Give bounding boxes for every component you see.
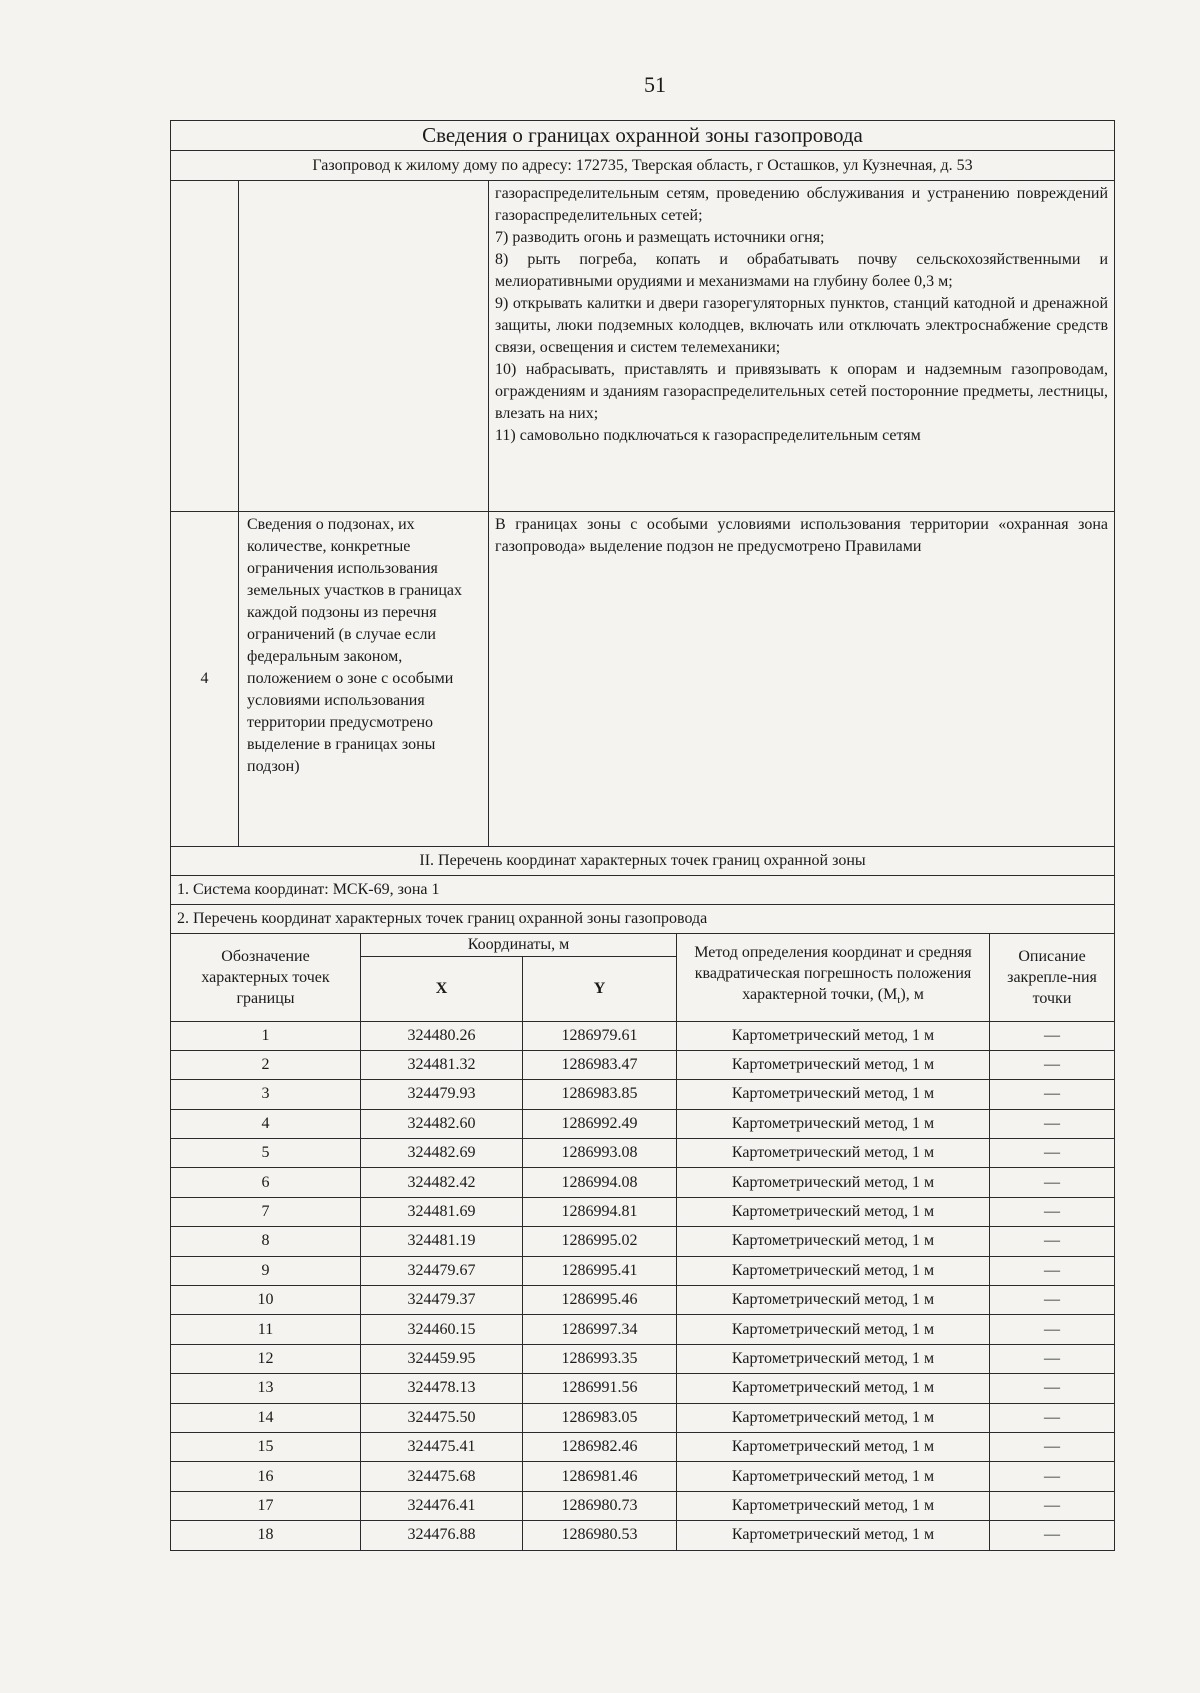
- point-x: 324479.37: [361, 1286, 523, 1315]
- point-method: Картометрический метод, 1 м: [677, 1227, 990, 1256]
- restrictions-continued-cell: [489, 181, 1115, 512]
- table-row: [171, 1315, 1115, 1344]
- point-method: Картометрический метод, 1 м: [677, 1432, 990, 1461]
- point-number: 3: [171, 1080, 361, 1109]
- header-coordinates: Координаты, м: [361, 933, 677, 956]
- point-description: —: [990, 1521, 1115, 1550]
- point-x: 324460.15: [361, 1315, 523, 1344]
- point-x: 324481.69: [361, 1197, 523, 1226]
- point-y: 1286980.73: [523, 1491, 677, 1520]
- section-heading: II. Перечень координат характерных точек границ охранной зоны: [171, 847, 1115, 876]
- table-row: [171, 1256, 1115, 1285]
- header-method: [677, 933, 990, 1021]
- point-description: —: [990, 1432, 1115, 1461]
- coordinate-list-title: 2. Перечень координат характерных точек границ охранной зоны газопровода: [171, 905, 1115, 934]
- page-number: 51: [644, 72, 666, 97]
- point-method: Картометрический метод, 1 м: [677, 1168, 990, 1197]
- restriction-item: 11) самовольно подключаться к газораспределительным сетям: [495, 427, 921, 444]
- header-method-subscript: t: [897, 994, 901, 1007]
- table-row: [171, 1374, 1115, 1403]
- point-x: 324481.32: [361, 1050, 523, 1079]
- table-row: [171, 1168, 1115, 1197]
- point-number: 10: [171, 1286, 361, 1315]
- point-description: —: [990, 1315, 1115, 1344]
- point-x: 324482.69: [361, 1139, 523, 1168]
- restriction-item: газораспределительным сетям, проведению обслуживания и устранению повреждений газораспределительных сетей;: [495, 185, 1109, 224]
- point-number: 4: [171, 1109, 361, 1138]
- point-y: 1286983.85: [523, 1080, 677, 1109]
- coordinates-body: [171, 1021, 1115, 1550]
- header-method-text: Метод определения координат и средняя квадратическая погрешность положения характерной точки, (M: [694, 944, 972, 1004]
- coordinate-system: 1. Система координат: МСК-69, зона 1: [171, 876, 1115, 905]
- document-sheet: [170, 120, 1114, 1551]
- point-y: 1286991.56: [523, 1374, 677, 1403]
- point-y: 1286979.61: [523, 1021, 677, 1050]
- point-description: —: [990, 1491, 1115, 1520]
- point-x: 324475.50: [361, 1403, 523, 1432]
- point-method: Картометрический метод, 1 м: [677, 1256, 990, 1285]
- point-number: 1: [171, 1021, 361, 1050]
- point-description: —: [990, 1080, 1115, 1109]
- point-number: 5: [171, 1139, 361, 1168]
- point-y: 1286993.08: [523, 1139, 677, 1168]
- row-label: Сведения о подзонах, их количестве, конкретные ограничения использования земельных участков в границах каждой подзоны из перечня ограничений (в случае если федеральным законом, положением о зоне с особыми условиями использования территории предусмотрено выделение в границах зоны подзон): [247, 516, 463, 775]
- table-row: [171, 1021, 1115, 1050]
- point-y: 1286995.41: [523, 1256, 677, 1285]
- point-method: Картометрический метод, 1 м: [677, 1491, 990, 1520]
- table-row: [171, 1227, 1115, 1256]
- point-y: 1286980.53: [523, 1521, 677, 1550]
- point-number: 6: [171, 1168, 361, 1197]
- point-x: 324480.26: [361, 1021, 523, 1050]
- point-number: 9: [171, 1256, 361, 1285]
- point-description: —: [990, 1374, 1115, 1403]
- point-number: 11: [171, 1315, 361, 1344]
- point-method: Картометрический метод, 1 м: [677, 1315, 990, 1344]
- point-method: Картометрический метод, 1 м: [677, 1374, 990, 1403]
- point-number: 14: [171, 1403, 361, 1432]
- point-method: Картометрический метод, 1 м: [677, 1286, 990, 1315]
- point-method: Картометрический метод, 1 м: [677, 1403, 990, 1432]
- point-x: 324478.13: [361, 1374, 523, 1403]
- header-description: Описание закрепле-ния точки: [990, 933, 1115, 1021]
- point-x: 324481.19: [361, 1227, 523, 1256]
- point-method: Картометрический метод, 1 м: [677, 1139, 990, 1168]
- point-method: Картометрический метод, 1 м: [677, 1462, 990, 1491]
- point-description: —: [990, 1227, 1115, 1256]
- point-number: 8: [171, 1227, 361, 1256]
- table-row: [171, 1462, 1115, 1491]
- point-method: Картометрический метод, 1 м: [677, 1050, 990, 1079]
- row-number: 4: [171, 512, 239, 847]
- point-number: 12: [171, 1344, 361, 1373]
- point-description: —: [990, 1021, 1115, 1050]
- point-number: 16: [171, 1462, 361, 1491]
- table-row: [171, 1197, 1115, 1226]
- header-x: X: [361, 956, 523, 1021]
- point-number: 7: [171, 1197, 361, 1226]
- point-x: 324459.95: [361, 1344, 523, 1373]
- point-method: Картометрический метод, 1 м: [677, 1521, 990, 1550]
- table-row: [171, 1432, 1115, 1461]
- point-x: 324476.41: [361, 1491, 523, 1520]
- point-number: 18: [171, 1521, 361, 1550]
- row-value: В границах зоны с особыми условиями использования территории «охранная зона газопровода» выделение подзон не предусмотрено Правилами: [495, 516, 1109, 555]
- restriction-item: 7) разводить огонь и размещать источники огня;: [495, 229, 825, 246]
- point-x: 324475.68: [361, 1462, 523, 1491]
- table-row: [171, 1403, 1115, 1432]
- point-x: 324479.67: [361, 1256, 523, 1285]
- point-x: 324482.42: [361, 1168, 523, 1197]
- restriction-item: 10) набрасывать, приставлять и привязывать к опорам и надземным газопроводам, ограждениям и зданиям газораспределительных сетей посторонние предметы, лестницы, влезать на них;: [495, 361, 1109, 422]
- point-description: —: [990, 1109, 1115, 1138]
- point-y: 1286994.81: [523, 1197, 677, 1226]
- point-method: Картометрический метод, 1 м: [677, 1197, 990, 1226]
- point-number: 2: [171, 1050, 361, 1079]
- row-label-cell: [239, 512, 489, 847]
- point-y: 1286995.02: [523, 1227, 677, 1256]
- table-row: [171, 1109, 1115, 1138]
- coordinates-table: [170, 933, 1115, 1551]
- point-x: 324479.93: [361, 1080, 523, 1109]
- table-row: [171, 1050, 1115, 1079]
- document-subtitle: Газопровод к жилому дому по адресу: 172735, Тверская область, г Осташков, ул Кузнечная, д. 53: [171, 151, 1115, 181]
- point-method: Картометрический метод, 1 м: [677, 1080, 990, 1109]
- point-x: 324475.41: [361, 1432, 523, 1461]
- point-number: 13: [171, 1374, 361, 1403]
- row-number-cell-empty: [171, 181, 239, 512]
- table-row: [171, 1344, 1115, 1373]
- point-number: 15: [171, 1432, 361, 1461]
- point-number: 17: [171, 1491, 361, 1520]
- point-description: —: [990, 1286, 1115, 1315]
- point-y: 1286992.49: [523, 1109, 677, 1138]
- point-description: —: [990, 1050, 1115, 1079]
- table-row: [171, 1491, 1115, 1520]
- table-row: [171, 1521, 1115, 1550]
- point-y: 1286997.34: [523, 1315, 677, 1344]
- point-method: Картометрический метод, 1 м: [677, 1109, 990, 1138]
- header-method-unit: ), м: [900, 986, 924, 1004]
- table-row: [171, 1286, 1115, 1315]
- point-x: 324482.60: [361, 1109, 523, 1138]
- point-y: 1286983.05: [523, 1403, 677, 1432]
- header-y: Y: [523, 956, 677, 1021]
- document-title: Сведения о границах охранной зоны газопровода: [171, 121, 1115, 151]
- point-description: —: [990, 1403, 1115, 1432]
- point-description: —: [990, 1256, 1115, 1285]
- table-row: [171, 1139, 1115, 1168]
- point-y: 1286982.46: [523, 1432, 677, 1461]
- point-description: —: [990, 1168, 1115, 1197]
- point-y: 1286983.47: [523, 1050, 677, 1079]
- row-value-cell: [489, 512, 1115, 847]
- header-designation: Обозначение характерных точек границы: [171, 933, 361, 1021]
- point-method: Картометрический метод, 1 м: [677, 1021, 990, 1050]
- point-y: 1286995.46: [523, 1286, 677, 1315]
- row-label-cell-empty: [239, 181, 489, 512]
- restriction-item: 8) рыть погреба, копать и обрабатывать почву сельскохозяйственными и мелиоративными орудиями и механизмами на глубину более 0,3 м;: [495, 251, 1109, 290]
- point-description: —: [990, 1139, 1115, 1168]
- restrictions-list: [489, 181, 1114, 449]
- restriction-item: 9) открывать калитки и двери газорегуляторных пунктов, станций катодной и дренажной защиты, люки подземных колодцев, включать или отключать электроснабжение средств связи, освещения и систем телемеханики;: [495, 295, 1109, 356]
- point-method: Картометрический метод, 1 м: [677, 1344, 990, 1373]
- point-description: —: [990, 1344, 1115, 1373]
- point-y: 1286981.46: [523, 1462, 677, 1491]
- point-y: 1286994.08: [523, 1168, 677, 1197]
- table-row: [171, 1080, 1115, 1109]
- zone-info-table: [170, 120, 1115, 934]
- point-y: 1286993.35: [523, 1344, 677, 1373]
- point-description: —: [990, 1462, 1115, 1491]
- point-x: 324476.88: [361, 1521, 523, 1550]
- point-description: —: [990, 1197, 1115, 1226]
